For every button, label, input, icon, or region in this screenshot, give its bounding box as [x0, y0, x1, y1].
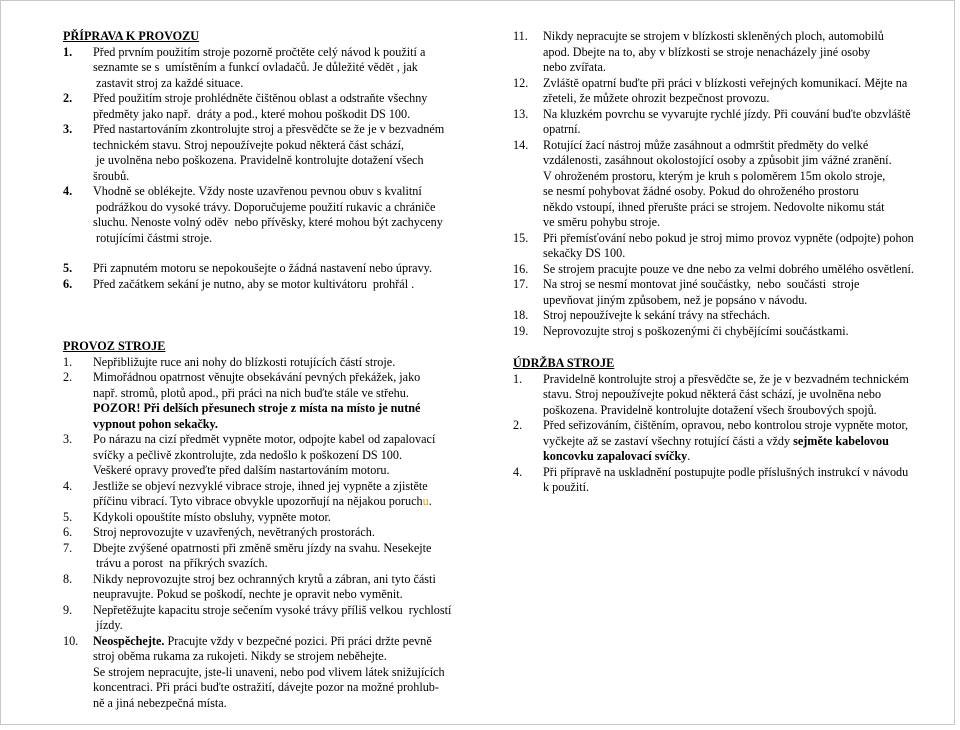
list-item: 2. Mimořádnou opatrnost věnujte obsekávání pevných překážek, jako např. stromů, plotů apod., při práci na nich buďte stále ve střehu. POZOR! Při delších přesunech stroje z místa na místo je nutné vypnout pohon sekačky. [63, 370, 421, 431]
list-item: 5. Při zapnutém motoru se nepokoušejte o žádná nastavení nebo úpravy. [63, 261, 433, 275]
list-item: 4. Vhodně se oblékejte. Vždy noste uzavřenou pevnou obuv s kvalitní podrážkou do vysoké trávy. Doporučujeme použití rukavic a chrániče sluchu. Nenoste volný oděv nebo přívěsky, které mohou být zachyceny rotujícími částmi stroje. [63, 184, 443, 245]
list-item: 11. Nikdy nepracujte se strojem v blízkosti skleněných ploch, automobilů apod. Dbejte na to, aby v blízkosti se stroje nenacházely jiné osoby nebo zvířata. [513, 29, 884, 74]
operation-title: PROVOZ STROJE [63, 339, 166, 353]
list-item: 4. Jestliže se objeví nezvyklé vibrace stroje, ihned jej vypněte a zjistěte příčinu vibrací. Tyto vibrace obvykle upozorňují na nějakou poruchu. [63, 478, 432, 508]
list-item: 3. Před nastartováním zkontrolujte stroj a přesvědčte se že je v bezvadném technickém stavu. Stroj nepoužívejte pokud některá část schází, je uvolněna nebo poškozena. Pravidelně kontrolujte dotažení všech šroubů. [63, 122, 445, 183]
list-item: 12. Zvláště opatrní buďte při práci v blízkosti veřejných komunikací. Mějte na zřeteli, že můžete ohrozit bezpečnost provozu. [513, 75, 908, 105]
list-item: 13. Na kluzkém povrchu se vyvarujte rychlé jízdy. Při couvání buďte obzvláště opatrní. [513, 106, 911, 136]
list-item: 6. Před začátkem sekání je nutno, aby se motor kultivátoru prohřál . [63, 276, 415, 291]
prep-list [63, 45, 483, 293]
list-item: 1. Před prvním použitím stroje pozorně pročtěte celý návod k použití a seznamte se s umístěním a funkcí ovladačů. Je důležité vědět , jak zastavit stroj za každé situace. [63, 44, 426, 90]
maintenance-section [513, 356, 909, 496]
list-item: 2. Před seřizováním, čištěním, opravou, nebo kontrolou stroje vypněte motor, vyčkejte až se zastaví všechny rotující části a vždy sejměte kabelovou koncovku zapalovací svíčky. [513, 418, 909, 463]
right-column [513, 29, 943, 494]
list-item: 10. Neospěchejte. Pracujte vždy v bezpečné pozici. Při práci držte pevně stroj oběma rukama za rukojeti. Nikdy se strojem neběhejte. Se strojem nepracujte, jste-li unaveni, nebo pod vlivem látek snižujících koncentraci. Při práci buďte ostražití, dávejte pozor na možné prohlub- ně a jiná nebezpečná místa. [63, 633, 445, 710]
list-item: 1. Pravidelně kontrolujte stroj a přesvědčte se, že je v bezvadném technickém stavu. Stroj nepoužívejte pokud některá část schází, je uvolněna nebo poškozena. Pravidelně kontrolujte dotažení všech šroubových spojů. [513, 371, 909, 417]
list-item: 14. Rotující žací nástroj může zasáhnout a odmrštit předměty do velké vzdálenosti, zasáhnout okolostojící osoby a způsobit jim vážné zranění. V ohroženém prostoru, kterým je kruh s poloměrem 15m okolo stroje, se nesmí pohybovat žádné osoby. Pokud do ohroženého prostoru někdo vstoupí, ihned přerušte práci se strojem. Nedovolte nikomu stát ve směru pohybu stroje. [513, 137, 892, 229]
list-item: 9. Nepřetěžujte kapacitu stroje sečením vysoké trávy příliš velkou rychlostí jízdy. [63, 602, 452, 632]
list-item: 8. Nikdy neprovozujte stroj bez ochranných krytů a zábran, ani tyto části neupravujte. Pokud se poškodí, nechte je opravit nebo vyměnit. [63, 571, 436, 601]
list-item: 4. Při přípravě na uskladnění postupujte podle příslušných instrukcí v návodu k použití. [513, 464, 909, 494]
list-item: 2. Před použitím stroje prohlédněte čištěnou oblast a odstraňte všechny předměty jako např. dráty a pod., které mohou poškodit DS 100. [63, 91, 428, 121]
operation-section [63, 339, 451, 711]
list-item: 18. Stroj nepoužívejte k sekání trávy na střechách. [513, 308, 771, 322]
left-column [63, 29, 483, 710]
list-item: 16. Se strojem pracujte pouze ve dne nebo za velmi dobrého umělého osvětlení. [513, 261, 914, 276]
list-item: 1. Nepřibližujte ruce ani nohy do blízkosti rotujících částí stroje. [63, 354, 396, 369]
list-item: 5. Kdykoli opouštíte místo obsluhy, vypněte motor. [63, 509, 331, 524]
list-item: 17. Na stroj se nesmí montovat jiné součástky, nebo součásti stroje upevňovat jiným způsobem, než je popsáno v návodu. [513, 277, 860, 307]
list-item: 15. Při přemísťování nebo pokud je stroj mimo provoz vypněte (odpojte) pohon sekačky DS 100. [513, 230, 914, 260]
list-item: 7. Dbejte zvýšené opatrnosti při změně směru jízdy na svahu. Nesekejte trávu a porost na příkrých svazích. [63, 540, 432, 570]
list-item: 3. Po nárazu na cizí předmět vypněte motor, odpojte kabel od zapalovací svíčky a pečlivě zkontrolujte, zda nedošlo k poškození DS 100. Veškeré opravy proveďte před dalším nastartováním motoru. [63, 432, 436, 477]
list-item: 6. Stroj neprovozujte v uzavřených, nevětraných prostorách. [63, 525, 375, 539]
maintenance-title: ÚDRŽBA STROJE [513, 356, 615, 370]
list-item: 19. Neprovozujte stroj s poškozenými či chybějícími součástkami. [513, 323, 849, 338]
prep-title: PŘÍPRAVA K PROVOZU [63, 29, 200, 43]
